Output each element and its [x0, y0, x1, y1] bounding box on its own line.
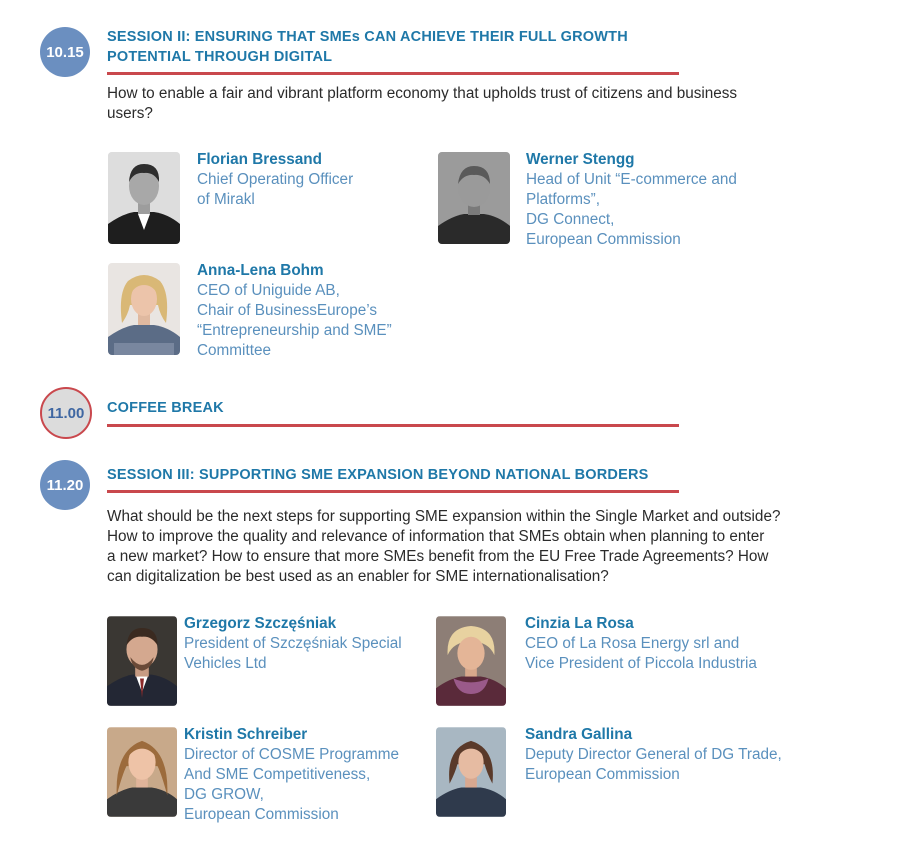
speaker-name: Grzegorz Szczęśniak	[184, 615, 337, 632]
person-portrait-icon	[436, 727, 506, 817]
person-portrait-icon	[436, 616, 506, 706]
session-title-line: SESSION III: SUPPORTING SME EXPANSION BEYOND NATIONAL BORDERS	[107, 467, 649, 483]
session-title-line: COFFEE BREAK	[107, 400, 224, 416]
speaker-name: Florian Bressand	[197, 151, 322, 168]
speaker-role: Head of Unit “E-commerce and Platforms”, DG Connect, European Commission	[526, 171, 737, 248]
time-badge-1100	[40, 387, 92, 439]
speaker-info	[197, 261, 392, 361]
speaker-photo	[108, 152, 180, 244]
person-portrait-icon	[108, 263, 180, 355]
session-question	[107, 507, 780, 587]
session-title	[107, 398, 224, 418]
person-portrait-icon	[108, 152, 180, 244]
section-divider	[107, 490, 679, 493]
session-title-line: POTENTIAL THROUGH DIGITAL	[107, 49, 333, 65]
time-badge-1120	[40, 460, 90, 510]
session-question	[107, 84, 737, 124]
speaker-role: President of Szczęśniak Special Vehicles Ltd	[184, 635, 402, 672]
time-badge-1015	[40, 27, 90, 77]
session-title	[107, 465, 649, 485]
speaker-photo	[107, 616, 177, 706]
person-portrait-icon	[107, 727, 177, 817]
speaker-info	[525, 614, 757, 674]
speaker-photo	[107, 727, 177, 817]
session-title	[107, 27, 628, 67]
speaker-photo	[438, 152, 510, 244]
speaker-role: Director of COSME Programme And SME Competitiveness, DG GROW, European Commission	[184, 746, 400, 823]
speaker-name: Werner Stengg	[526, 151, 635, 168]
section-divider	[107, 424, 679, 427]
session-title-line: SESSION II: ENSURING THAT SMEs CAN ACHIEVE THEIR FULL GROWTH	[107, 29, 628, 45]
speaker-photo	[108, 263, 180, 355]
speaker-role: CEO of La Rosa Energy srl and Vice President of Piccola Industria	[525, 635, 757, 672]
speaker-info	[526, 150, 737, 250]
question-line: What should be the next steps for supporting SME expansion within the Single Market and outside?	[107, 508, 781, 525]
question-line: users?	[107, 105, 153, 122]
question-line: can digitalization be best used as an enabler for SME internationalisation?	[107, 568, 609, 585]
speaker-name: Cinzia La Rosa	[525, 615, 634, 632]
speaker-photo	[436, 727, 506, 817]
speaker-info	[525, 725, 782, 785]
time-label: 11.20	[46, 476, 84, 494]
person-portrait-icon	[107, 616, 177, 706]
speaker-photo	[436, 616, 506, 706]
speaker-role: Deputy Director General of DG Trade, European Commission	[525, 746, 782, 783]
speaker-info	[184, 725, 399, 825]
speaker-name: Anna-Lena Bohm	[197, 262, 324, 279]
speaker-role: CEO of Uniguide AB, Chair of BusinessEurope’s “Entrepreneurship and SME” Committee	[197, 282, 392, 359]
time-label: 11.00	[47, 404, 85, 422]
speaker-info	[184, 614, 402, 674]
question-line: How to enable a fair and vibrant platform economy that upholds trust of citizens and business	[107, 85, 738, 102]
speaker-role: Chief Operating Officer of Mirakl	[197, 171, 354, 208]
speaker-name: Sandra Gallina	[525, 726, 633, 743]
speaker-info	[197, 150, 353, 210]
speaker-name: Kristin Schreiber	[184, 726, 308, 743]
question-line: a new market? How to ensure that more SMEs benefit from the EU Free Trade Agreements? How	[107, 548, 769, 565]
time-label: 10.15	[46, 43, 84, 61]
question-line: How to improve the quality and relevance of information that SMEs obtain when planning to enter	[107, 528, 765, 545]
section-divider	[107, 72, 679, 75]
person-portrait-icon	[438, 152, 510, 244]
